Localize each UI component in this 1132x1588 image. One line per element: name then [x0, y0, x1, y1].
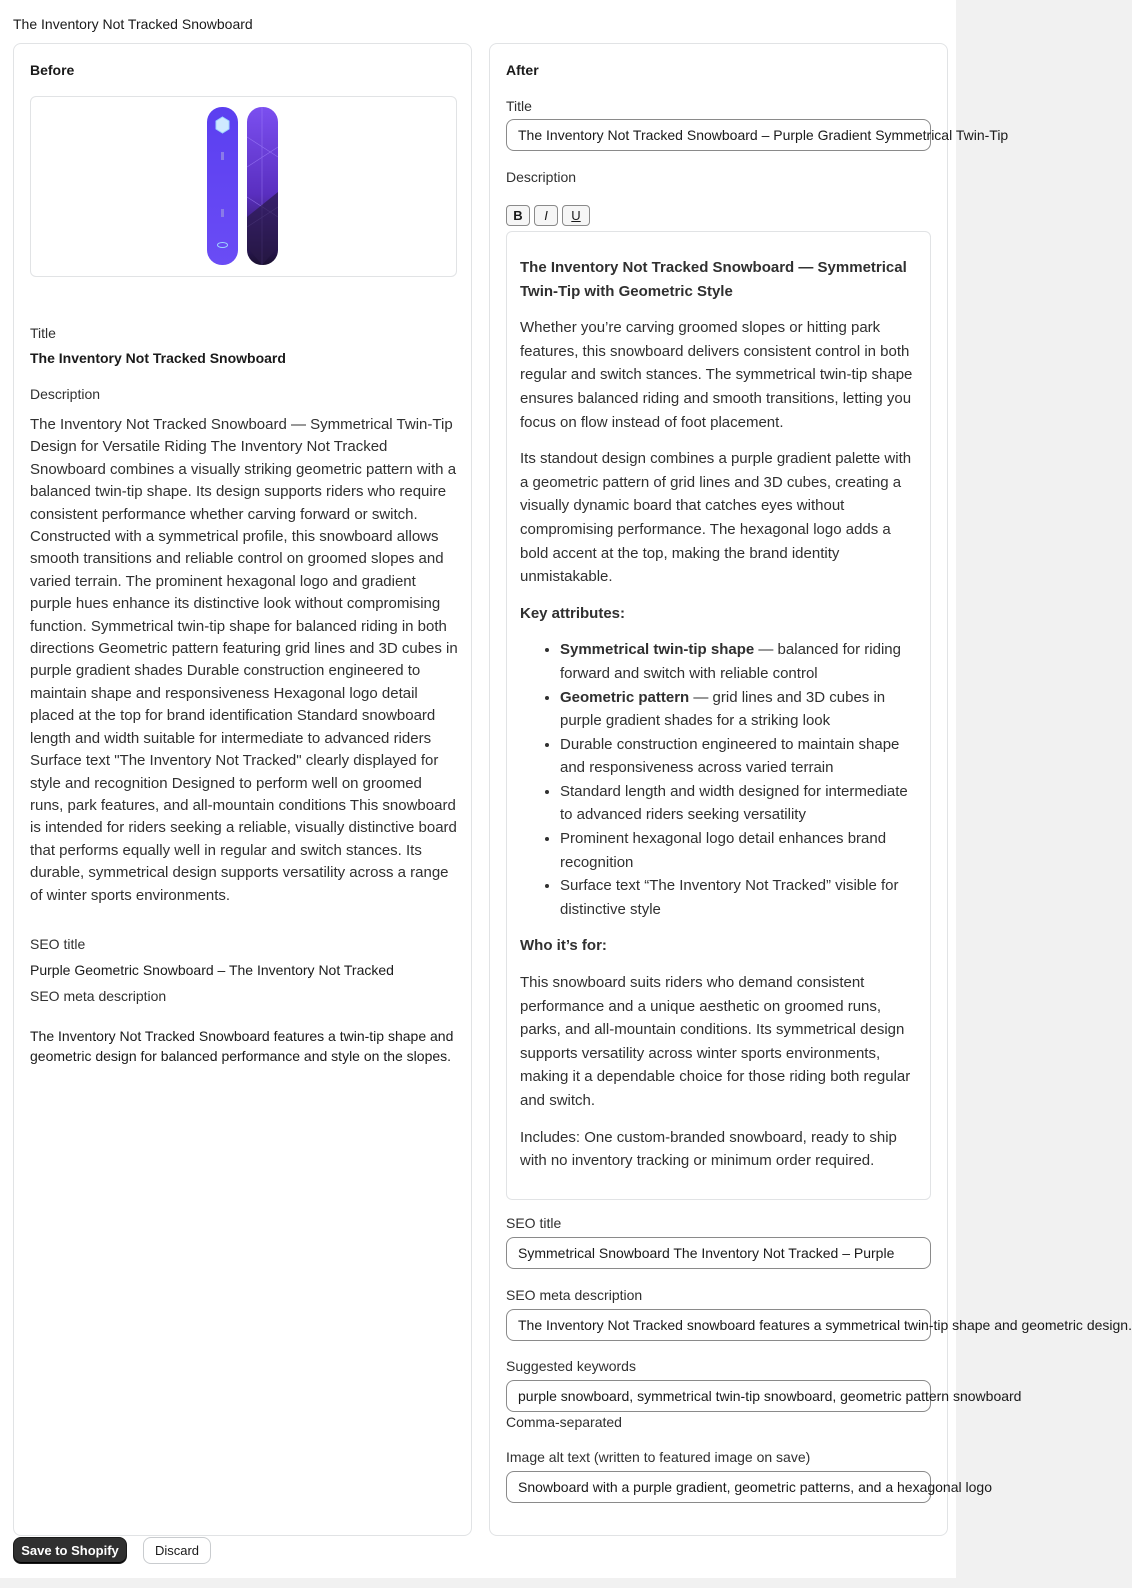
- before-card: [13, 43, 472, 1536]
- key-attributes-heading: Key attributes:: [520, 604, 626, 622]
- alt-text-label: Image alt text (written to featured image on save): [506, 1449, 811, 1465]
- before-description-label: Description: [30, 386, 101, 402]
- discard-button[interactable]: Discard: [143, 1537, 211, 1564]
- before-title-value: The Inventory Not Tracked Snowboard: [30, 350, 286, 366]
- who-heading: Who it’s for:: [520, 937, 607, 955]
- list-item-text: — balanced for riding forward and switch with reliable control: [560, 641, 901, 682]
- before-seo-title-label: SEO title: [30, 936, 86, 952]
- editor-paragraph: This snowboard suits riders who demand consistent performance and a unique aesthetic on groomed runs, parks, and all-mountain conditions. Its symmetrical design supports versatility across winter sports environments, making it a dependable choice for those riding both regular and switch.: [520, 974, 911, 1109]
- before-seo-meta: The Inventory Not Tracked Snowboard features a twin-tip shape and geometric design for balanced performance and style on the slopes.: [30, 1028, 454, 1064]
- keywords-label: Suggested keywords: [506, 1358, 636, 1374]
- list-item: • Durable construction engineered to maintain shape and responsiveness across varied terrain: [560, 733, 918, 780]
- page-title: The Inventory Not Tracked Snowboard: [13, 16, 253, 32]
- list-item-bold: Geometric pattern: [560, 688, 690, 706]
- seo-meta-input[interactable]: The Inventory Not Tracked snowboard features a symmetrical twin-tip shape and geometric design.: [506, 1309, 931, 1341]
- after-heading: After: [506, 62, 539, 78]
- after-description-label: Description: [506, 169, 577, 185]
- list-item-bold: Symmetrical twin-tip shape: [560, 641, 755, 659]
- editor-paragraph: Whether you’re carving groomed slopes or hitting park features, this snowboard delivers consistent control in both regular and switch stances. The symmetrical twin-tip shape ensures balanced riding and smooth transitions, letting you focus on flow instead of foot placement.: [520, 319, 913, 431]
- seo-title-input[interactable]: Symmetrical Snowboard The Inventory Not Tracked – Purple: [506, 1237, 931, 1269]
- before-seo-title: Purple Geometric Snowboard – The Inventory Not Tracked: [30, 962, 394, 978]
- after-title-label: Title: [506, 98, 532, 114]
- editor-paragraph: Its standout design combines a purple gradient palette with a geometric pattern of grid lines and 3D cubes, creating a visually dynamic board that catches eyes without compromising performance. The hexagonal logo adds a bold accent at the top, making the brand identity unmistakable.: [520, 450, 912, 586]
- description-editor[interactable]: [506, 231, 931, 1200]
- keywords-input[interactable]: purple snowboard, symmetrical twin-tip snowboard, geometric pattern snowboard: [506, 1380, 931, 1412]
- list-item: • Prominent hexagonal logo detail enhances brand recognition: [560, 827, 918, 874]
- editor-heading: The Inventory Not Tracked Snowboard — Symmetrical Twin-Tip with Geometric Style: [520, 259, 907, 300]
- list-item: [560, 686, 918, 733]
- underline-button[interactable]: U: [562, 205, 590, 226]
- bold-button[interactable]: B: [506, 205, 530, 226]
- list-item: [560, 638, 918, 685]
- before-seo-meta-label: SEO meta description: [30, 988, 167, 1004]
- list-item: • Surface text “The Inventory Not Tracked” visible for distinctive style: [560, 874, 918, 921]
- seo-meta-label: SEO meta description: [506, 1287, 643, 1303]
- editor-toolbar: [506, 205, 590, 226]
- seo-title-label: SEO title: [506, 1215, 562, 1231]
- save-to-shopify-button[interactable]: Save to Shopify: [13, 1537, 127, 1564]
- title-input[interactable]: The Inventory Not Tracked Snowboard – Purple Gradient Symmetrical Twin-Tip: [506, 119, 931, 151]
- key-attributes-list: [560, 638, 918, 921]
- italic-button[interactable]: I: [534, 205, 558, 226]
- list-item: • Standard length and width designed for intermediate to advanced riders seeking versatility: [560, 780, 918, 827]
- product-image: [30, 96, 457, 277]
- list-item-text: — grid lines and 3D cubes in purple gradient shades for a striking look: [560, 688, 886, 730]
- before-description: The Inventory Not Tracked Snowboard — Symmetrical Twin-Tip Design for Versatile Riding The Inventory Not Tracked Snowboard combines a visually striking geometric pattern with a balanced twin-tip shape. Its design supports riders who require consistent performance whether carving forward or switch. Constructed with a symmetrical profile, this snowboard allows smooth transitions and reliable control on groomed slopes and varied terrain. The prominent hexagonal logo and gradient purple hues enhance its distinctive look without compromising function. Symmetrical twin-tip shape for balanced riding in both directions Geometric pattern featuring grid lines and 3D cubes in purple gradient shades Durable construction engineered to maintain shape and responsiveness Hexagonal logo detail placed at the top for brand identification Standard snowboard length and width suitable for intermediate to advanced riders Surface text "The Inventory Not Tracked" clearly displayed for style and recognition Designed to perform well on groomed runs, park features, and all-mountain conditions This snowboard is intended for riders seeking a reliable, visually distinctive board that performs equally well in regular and switch stances. Its durable, symmetrical design supports versatility across a range of winter sports environments.: [30, 416, 458, 904]
- alt-text-input[interactable]: Snowboard with a purple gradient, geometric patterns, and a hexagonal logo: [506, 1471, 931, 1503]
- after-card: [489, 43, 1132, 1536]
- snowboard-image: [31, 97, 458, 278]
- editor-paragraph: Includes: One custom-branded snowboard, ready to ship with no inventory tracking or minimum order required.: [520, 1128, 897, 1170]
- keywords-hint: Comma-separated: [506, 1414, 622, 1430]
- before-heading: Before: [30, 62, 75, 78]
- before-title-label: Title: [30, 325, 56, 341]
